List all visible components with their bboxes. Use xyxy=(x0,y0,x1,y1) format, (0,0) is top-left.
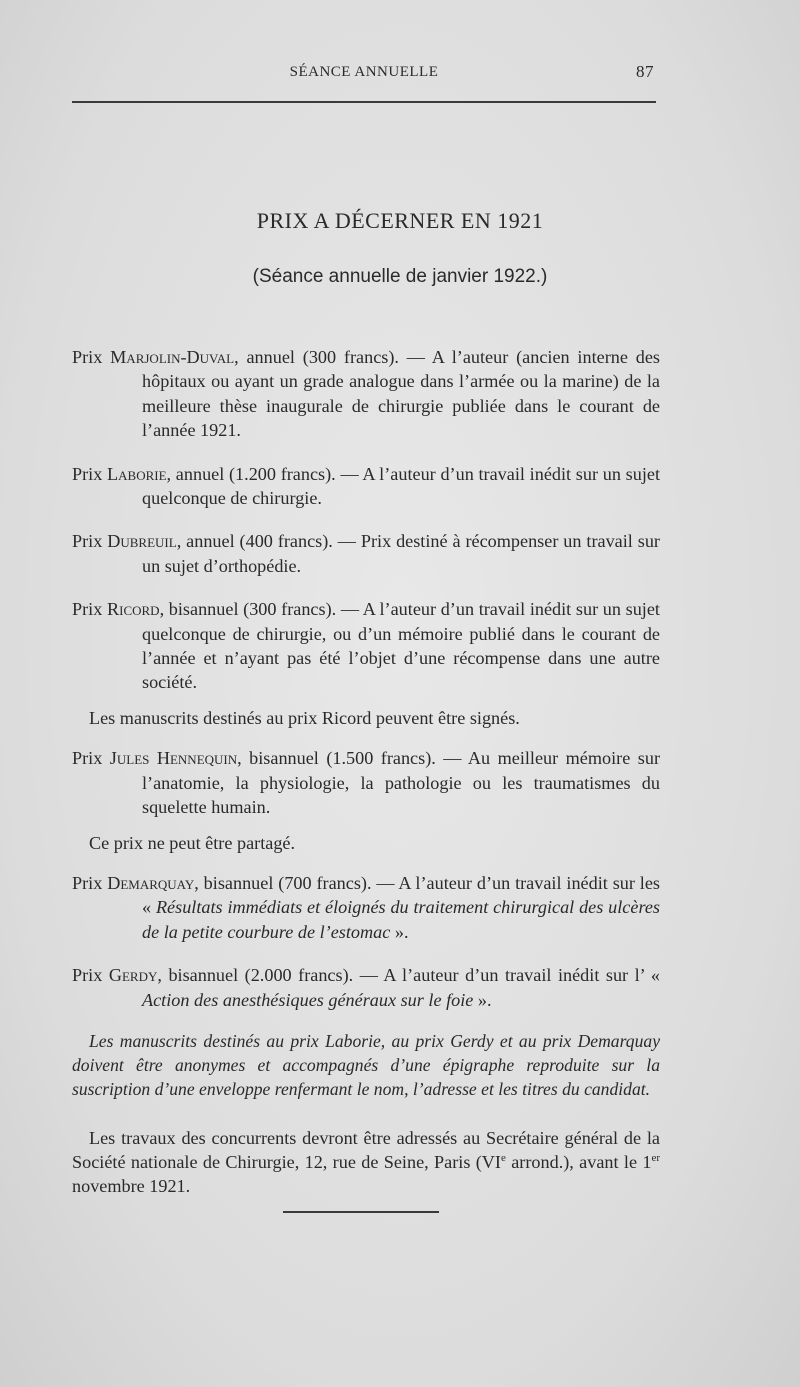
prize-name: Laborie xyxy=(107,463,167,484)
prize-prefix: Prix xyxy=(72,965,109,986)
prize-marjolin-duval xyxy=(72,345,660,443)
prize-ricord xyxy=(72,597,660,695)
prize-demarquay xyxy=(72,871,660,944)
closing-text: novembre 1921. xyxy=(72,1176,191,1197)
prize-name: Jules Hennequin xyxy=(109,748,238,769)
prize-detail: , bisannuel (300 francs). — A l’auteur d’un travail inédit sur un sujet quelconque de chirurgie, ou d’un mémoire publié dans le courant de l’année et n’ayant pas été l’objet d’une récompense dans une autre société. xyxy=(142,599,660,693)
prize-name: Ricord xyxy=(106,599,160,620)
prize-prefix: Prix xyxy=(72,872,108,893)
section-title: PRIX A DÉCERNER EN 1921 xyxy=(256,208,544,233)
submission-instructions xyxy=(72,1126,660,1199)
prize-topic: Résultats immédiats et éloignés du traitement chirurgical des ulcères de la petite courbure de l’estomac xyxy=(142,897,660,942)
prize-name: Demarquay xyxy=(107,872,195,893)
prize-prefix: Prix xyxy=(72,748,110,769)
prize-detail: , bisannuel (700 francs). — A l’auteur d’un travail inédit sur les « xyxy=(142,872,660,918)
note-ricord: Les manuscrits destinés au prix Ricord peuvent être signés. xyxy=(89,707,520,728)
prize-prefix: Prix xyxy=(72,463,108,484)
closing-superscript: e xyxy=(501,1151,506,1164)
anonymity-notice: Les manuscrits destinés au prix Laborie, au prix Gerdy et au prix Demarquay doivent être anonymes et accompagnés d’une épigraphe reproduite sur la suscription d’une enveloppe renfermant le nom, l’adresse et les titres du candidat. xyxy=(72,1030,660,1100)
prize-name: Dubreuil xyxy=(107,531,177,552)
prize-detail: , annuel (1.200 francs). — A l’auteur d’un travail inédit sur un sujet quelconque de chirurgie. xyxy=(142,463,660,509)
end-rule xyxy=(283,1211,439,1213)
prize-dubreuil xyxy=(72,529,660,578)
prize-detail-tail: ». xyxy=(390,921,409,942)
section-subtitle: (Séance annuelle de janvier 1922.) xyxy=(252,266,548,287)
closing-superscript: er xyxy=(651,1151,660,1164)
prize-detail: , annuel (400 francs). — Prix destiné à récompenser un travail sur un sujet d’orthopédie. xyxy=(142,531,660,576)
prize-laborie xyxy=(72,462,660,511)
prize-name: Gerdy xyxy=(108,965,158,986)
header-rule xyxy=(72,101,656,103)
prize-gerdy xyxy=(72,963,660,1012)
prize-detail: , bisannuel (1.500 francs). — Au meilleur mémoire sur l’anatomie, la physiologie, la pathologie ou les traumatismes du squelette humain. xyxy=(142,748,660,818)
note-hennequin: Ce prix ne peut être partagé. xyxy=(89,832,296,853)
closing-text: Les travaux des concurrents devront être adressés au Secrétaire général de la Société nationale de Chirurgie, 12, rue de Seine, Paris (VI xyxy=(72,1127,660,1172)
prize-detail-tail: ». xyxy=(473,989,492,1010)
running-title: SÉANCE ANNUELLE xyxy=(289,64,439,80)
prize-detail: , annuel (300 francs). — A l’auteur (ancien interne des hôpitaux ou ayant un grade analogue dans l’armée ou la marine) de la meilleure thèse inaugurale de chirurgie publiée dans le courant de l’année 1921. xyxy=(142,347,660,441)
prize-list xyxy=(72,345,660,1199)
prize-jules-hennequin xyxy=(72,746,660,819)
running-header xyxy=(72,64,656,86)
page-number: 87 xyxy=(636,62,654,81)
prize-prefix: Prix xyxy=(72,347,111,367)
prize-prefix: Prix xyxy=(72,599,107,620)
closing-text: arrond.), avant le 1 xyxy=(505,1151,652,1172)
prize-prefix: Prix xyxy=(72,531,108,552)
prize-name: Marjolin-Duval xyxy=(110,347,235,367)
prize-topic: Action des anesthésiques généraux sur le foie xyxy=(142,989,474,1010)
prize-detail: , bisannuel (2.000 francs). — A l’auteur d’un travail inédit sur l’ « xyxy=(157,965,660,986)
